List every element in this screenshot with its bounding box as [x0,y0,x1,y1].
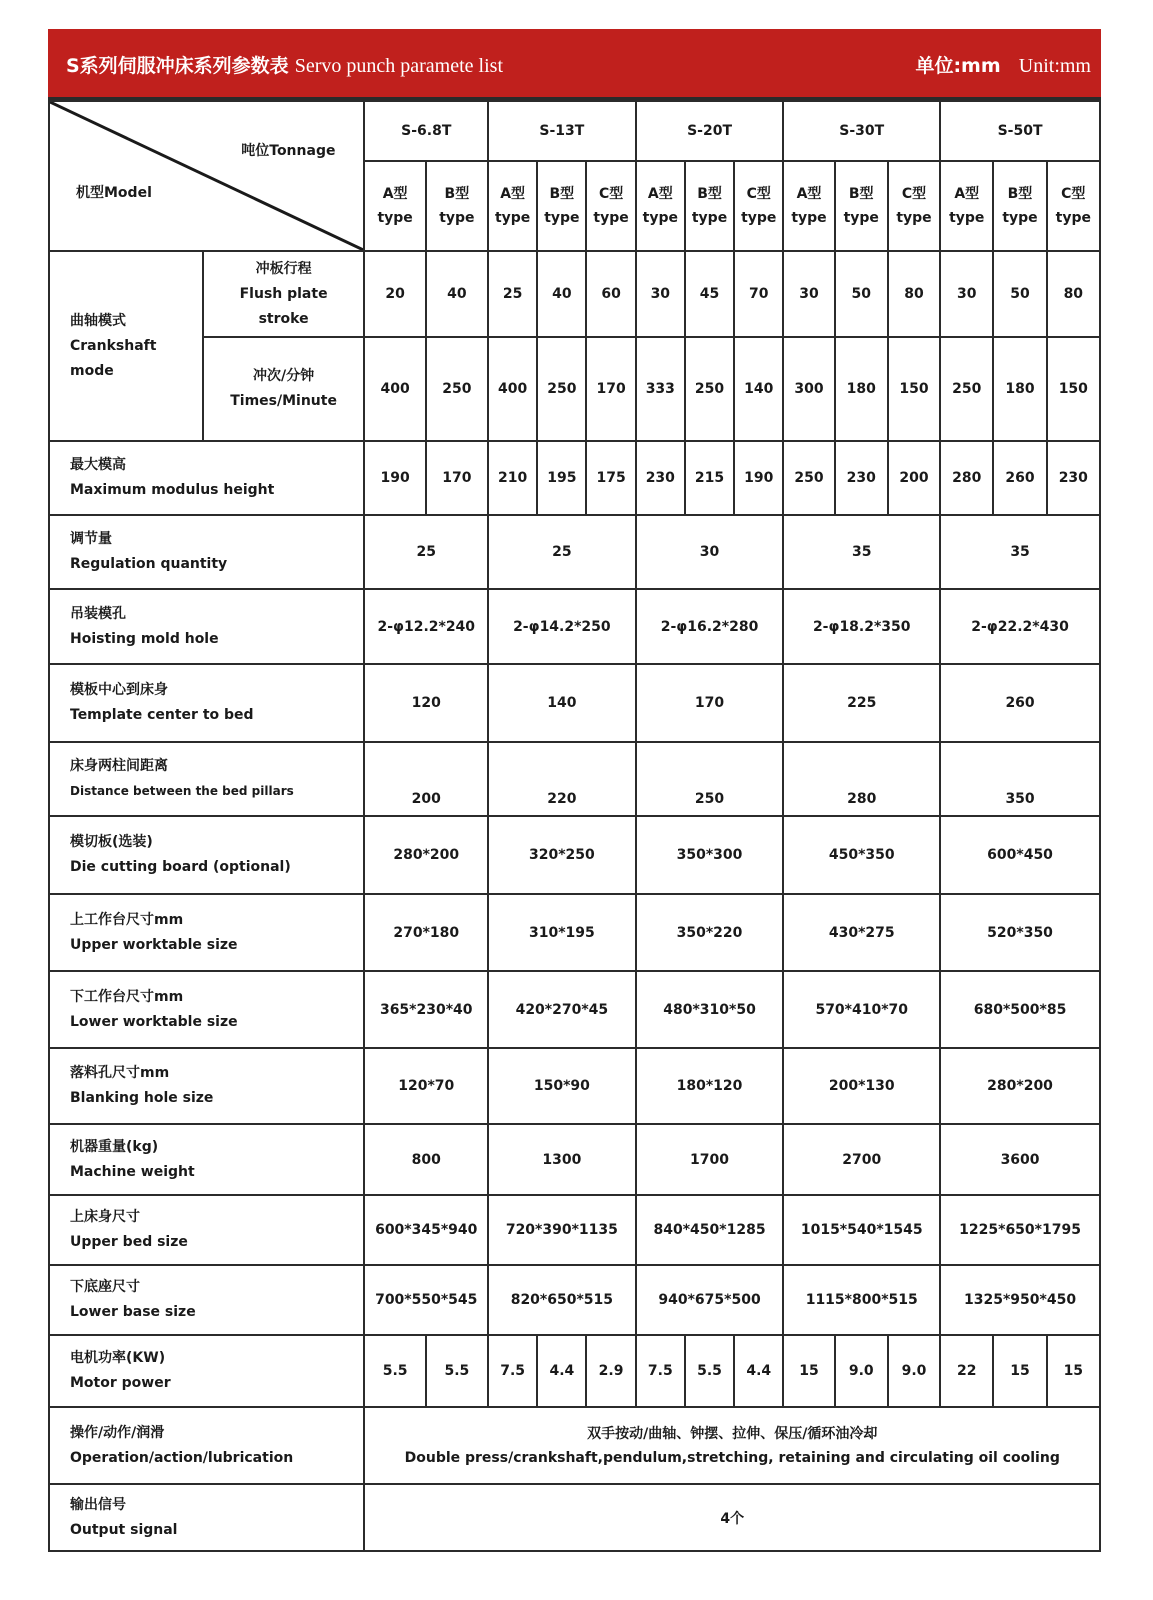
motor-value: 2.9 [586,1335,635,1407]
template-center-value: 260 [940,664,1100,742]
weight-value: 3600 [940,1124,1100,1195]
output-row [49,1484,1100,1551]
motor-value: 15 [783,1335,834,1407]
pillars-value: 280 [783,742,940,816]
times-row [49,337,1100,441]
stroke-row [49,251,1100,337]
upper-bed-label: 上床身尺寸 Upper bed size [49,1195,364,1265]
upper-bed-row [49,1195,1100,1265]
motor-value: 5.5 [685,1335,734,1407]
times-value: 170 [586,337,635,441]
die-board-value: 600*450 [940,816,1100,894]
stroke-value: 20 [364,251,425,337]
tonnage-label: 吨位Tonnage [241,143,336,159]
die-board-value: 280*200 [364,816,488,894]
type-cell: C型 type [888,161,940,251]
pillars-value: 350 [940,742,1100,816]
unit-zh: 单位:mm [915,55,1001,77]
lower-table-value: 420*270*45 [488,971,636,1048]
crankshaft-label: 曲轴模式 Crankshaft mode [49,251,203,441]
stroke-value: 40 [426,251,488,337]
lower-base-value: 1325*950*450 [940,1265,1100,1335]
die-board-row [49,816,1100,894]
times-value: 333 [636,337,685,441]
times-value: 180 [993,337,1046,441]
max-height-value: 175 [586,441,635,515]
motor-value: 15 [1047,1335,1100,1407]
max-height-value: 260 [993,441,1046,515]
upper-table-value: 430*275 [783,894,940,971]
stroke-value: 70 [734,251,783,337]
die-board-value: 320*250 [488,816,636,894]
operation-label: 操作/动作/润滑 Operation/action/lubrication [49,1407,364,1484]
lower-table-value: 365*230*40 [364,971,488,1048]
type-cell: A型 type [488,161,537,251]
output-label: 输出信号 Output signal [49,1484,364,1551]
upper-table-value: 310*195 [488,894,636,971]
max-height-value: 230 [835,441,888,515]
lower-table-value: 680*500*85 [940,971,1100,1048]
operation-value [364,1407,1100,1484]
output-value: 4个 [364,1484,1100,1551]
blanking-value: 120*70 [364,1048,488,1124]
model-s-13t: S-13T [488,101,636,161]
lower-table-value: 480*310*50 [636,971,784,1048]
hoisting-value: 2-φ22.2*430 [940,589,1100,664]
pillars-value: 220 [488,742,636,816]
die-board-value: 450*350 [783,816,940,894]
max-height-value: 230 [1047,441,1100,515]
blanking-value: 180*120 [636,1048,784,1124]
max-height-value: 250 [783,441,834,515]
blanking-row [49,1048,1100,1124]
pillars-row [49,742,1100,816]
weight-value: 1300 [488,1124,636,1195]
template-center-row [49,664,1100,742]
regulation-label: 调节量 Regulation quantity [49,515,364,589]
template-center-value: 140 [488,664,636,742]
title-en: Servo punch paramete list [294,55,504,77]
stroke-label: 冲板行程 Flush plate stroke [203,251,365,337]
template-center-value: 120 [364,664,488,742]
operation-row [49,1407,1100,1484]
stroke-value: 80 [1047,251,1100,337]
type-cell: C型 type [734,161,783,251]
unit-label [915,51,1091,78]
stroke-value: 80 [888,251,940,337]
stroke-value: 30 [783,251,834,337]
pillars-label: 床身两柱间距离 Distance between the bed pillars [49,742,364,816]
blanking-label: 落料孔尺寸mm Blanking hole size [49,1048,364,1124]
type-cell: A型 type [783,161,834,251]
type-cell: A型 type [940,161,993,251]
upper-bed-value: 720*390*1135 [488,1195,636,1265]
motor-value: 15 [993,1335,1046,1407]
max-height-value: 200 [888,441,940,515]
lower-table-row [49,971,1100,1048]
max-height-value: 215 [685,441,734,515]
lower-table-value: 570*410*70 [783,971,940,1048]
type-cell: B型 type [426,161,488,251]
upper-table-label: 上工作台尺寸mm Upper worktable size [49,894,364,971]
upper-bed-value: 1225*650*1795 [940,1195,1100,1265]
stroke-value: 60 [586,251,635,337]
pillars-value: 200 [364,742,488,816]
page-title [66,51,503,78]
lower-base-label: 下底座尺寸 Lower base size [49,1265,364,1335]
max-height-value: 190 [364,441,425,515]
max-height-value: 190 [734,441,783,515]
times-value: 250 [537,337,586,441]
max-height-value: 195 [537,441,586,515]
upper-table-value: 270*180 [364,894,488,971]
times-value: 250 [940,337,993,441]
weight-value: 2700 [783,1124,940,1195]
stroke-value: 50 [835,251,888,337]
die-board-value: 350*300 [636,816,784,894]
motor-value: 7.5 [488,1335,537,1407]
model-label: 机型Model [76,185,152,201]
unit-en: Unit:mm [1018,55,1091,77]
max-height-row [49,441,1100,515]
template-center-value: 225 [783,664,940,742]
title-zh: S系列伺服冲床系列参数表 [66,55,289,77]
type-cell: B型 type [537,161,586,251]
max-height-value: 230 [636,441,685,515]
template-center-label: 模板中心到床身 Template center to bed [49,664,364,742]
motor-value: 9.0 [888,1335,940,1407]
model-s-30t: S-30T [783,101,940,161]
blanking-value: 280*200 [940,1048,1100,1124]
stroke-value: 30 [636,251,685,337]
lower-base-row [49,1265,1100,1335]
template-center-value: 170 [636,664,784,742]
lower-base-value: 700*550*545 [364,1265,488,1335]
weight-row [49,1124,1100,1195]
lower-base-value: 820*650*515 [488,1265,636,1335]
blanking-value: 150*90 [488,1048,636,1124]
header-corner [49,101,364,251]
upper-table-value: 350*220 [636,894,784,971]
regulation-value: 30 [636,515,784,589]
type-cell: C型 type [586,161,635,251]
times-value: 140 [734,337,783,441]
max-height-label: 最大模高 Maximum modulus height [49,441,364,515]
regulation-value: 25 [364,515,488,589]
motor-label: 电机功率(KW) Motor power [49,1335,364,1407]
motor-value: 5.5 [364,1335,425,1407]
motor-value: 4.4 [734,1335,783,1407]
times-value: 400 [364,337,425,441]
weight-value: 800 [364,1124,488,1195]
stroke-value: 40 [537,251,586,337]
upper-table-row [49,894,1100,971]
regulation-value: 35 [783,515,940,589]
type-cell: B型 type [993,161,1046,251]
upper-table-value: 520*350 [940,894,1100,971]
upper-bed-value: 840*450*1285 [636,1195,784,1265]
hoisting-row [49,589,1100,664]
times-value: 400 [488,337,537,441]
type-cell: C型 type [1047,161,1100,251]
operation-value-zh: 双手按动/曲轴、钟摆、拉伸、保压/循环油冷却 [587,1425,878,1442]
type-cell: B型 type [685,161,734,251]
pillars-value: 250 [636,742,784,816]
stroke-value: 25 [488,251,537,337]
motor-value: 4.4 [537,1335,586,1407]
max-height-value: 280 [940,441,993,515]
hoisting-label: 吊装模孔 Hoisting mold hole [49,589,364,664]
upper-bed-value: 1015*540*1545 [783,1195,940,1265]
weight-label: 机器重量(kg) Machine weight [49,1124,364,1195]
max-height-value: 210 [488,441,537,515]
stroke-value: 30 [940,251,993,337]
die-board-label: 模切板(选装) Die cutting board (optional) [49,816,364,894]
times-value: 180 [835,337,888,441]
hoisting-value: 2-φ16.2*280 [636,589,784,664]
times-value: 250 [426,337,488,441]
type-cell: B型 type [835,161,888,251]
model-s-50t: S-50T [940,101,1100,161]
motor-row [49,1335,1100,1407]
weight-value: 1700 [636,1124,784,1195]
model-s-20t: S-20T [636,101,784,161]
operation-value-en: Double press/crankshaft,pendulum,stretching, retaining and circulating oil cooling [404,1449,1060,1466]
lower-table-label: 下工作台尺寸mm Lower worktable size [49,971,364,1048]
times-value: 150 [1047,337,1100,441]
times-value: 150 [888,337,940,441]
motor-value: 7.5 [636,1335,685,1407]
title-bar [48,29,1101,99]
regulation-value: 35 [940,515,1100,589]
type-cell: A型 type [636,161,685,251]
regulation-row [49,515,1100,589]
hoisting-value: 2-φ14.2*250 [488,589,636,664]
blanking-value: 200*130 [783,1048,940,1124]
model-s-6-8t: S-6.8T [364,101,488,161]
motor-value: 9.0 [835,1335,888,1407]
times-value: 250 [685,337,734,441]
upper-bed-value: 600*345*940 [364,1195,488,1265]
regulation-value: 25 [488,515,636,589]
model-header-row [49,101,1100,161]
lower-base-value: 1115*800*515 [783,1265,940,1335]
motor-value: 22 [940,1335,993,1407]
hoisting-value: 2-φ12.2*240 [364,589,488,664]
type-cell: A型 type [364,161,425,251]
stroke-value: 45 [685,251,734,337]
corner-diagonal [50,102,363,250]
motor-value: 5.5 [426,1335,488,1407]
lower-base-value: 940*675*500 [636,1265,784,1335]
max-height-value: 170 [426,441,488,515]
times-label: 冲次/分钟 Times/Minute [203,337,365,441]
parameter-table [48,100,1101,1552]
hoisting-value: 2-φ18.2*350 [783,589,940,664]
parameter-sheet [48,29,1101,1548]
stroke-value: 50 [993,251,1046,337]
times-value: 300 [783,337,834,441]
